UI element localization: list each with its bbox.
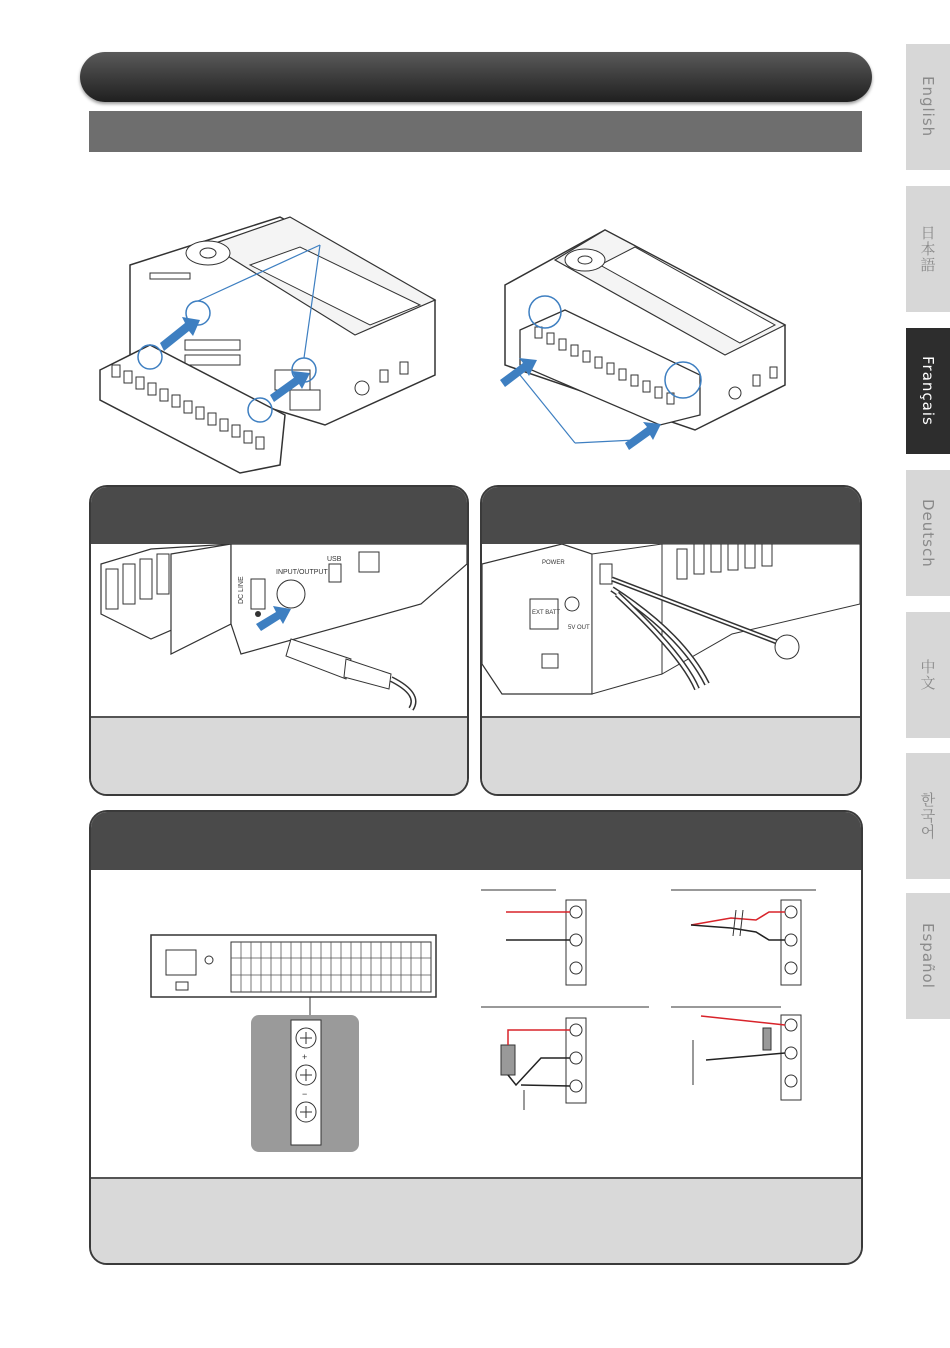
dc-power-jack-illustration [91,544,467,714]
wiring-panel-header [482,487,860,544]
input-output-label: INPUT/OUTPUT [276,569,328,576]
tab-chinese[interactable]: 中文 [906,612,950,738]
tab-deutsch[interactable]: Deutsch [906,470,950,596]
screwdriver-wiring-illustration [482,544,860,714]
tab-english[interactable]: English [906,44,950,170]
zoom-plus-sign: + [302,1052,308,1062]
terminal-block-attached-illustration [495,215,815,470]
wiring-panel-note-area [482,716,860,794]
usb-label: USB [327,556,342,563]
power-panel-note-area [91,716,467,794]
section-subtitle-bar [89,111,862,152]
terminal-wiring-diagrams [91,870,861,1175]
ext-batt-label: EXT BATT [532,610,561,616]
page-title-bar [80,52,872,102]
power-panel-header [91,487,467,544]
power-connection-panel [89,485,469,796]
terminal-block-detached-illustration [90,205,470,475]
tab-japanese[interactable]: 日本語 [906,186,950,312]
tab-espanol[interactable]: Español [906,893,950,1019]
wiring-panel [480,485,862,796]
terminal-panel-note-area [91,1177,861,1263]
terminal-diagram-panel [89,810,863,1265]
power-label: POWER [542,560,565,566]
tab-french[interactable]: Français [906,328,950,454]
dc-line-label: DC LINE [238,576,245,604]
zoom-minus-sign: − [302,1089,308,1099]
dc-5v-label: 5V OUT [568,625,590,631]
tab-korean[interactable]: 한국어 [906,753,950,879]
terminal-panel-header [91,812,861,870]
